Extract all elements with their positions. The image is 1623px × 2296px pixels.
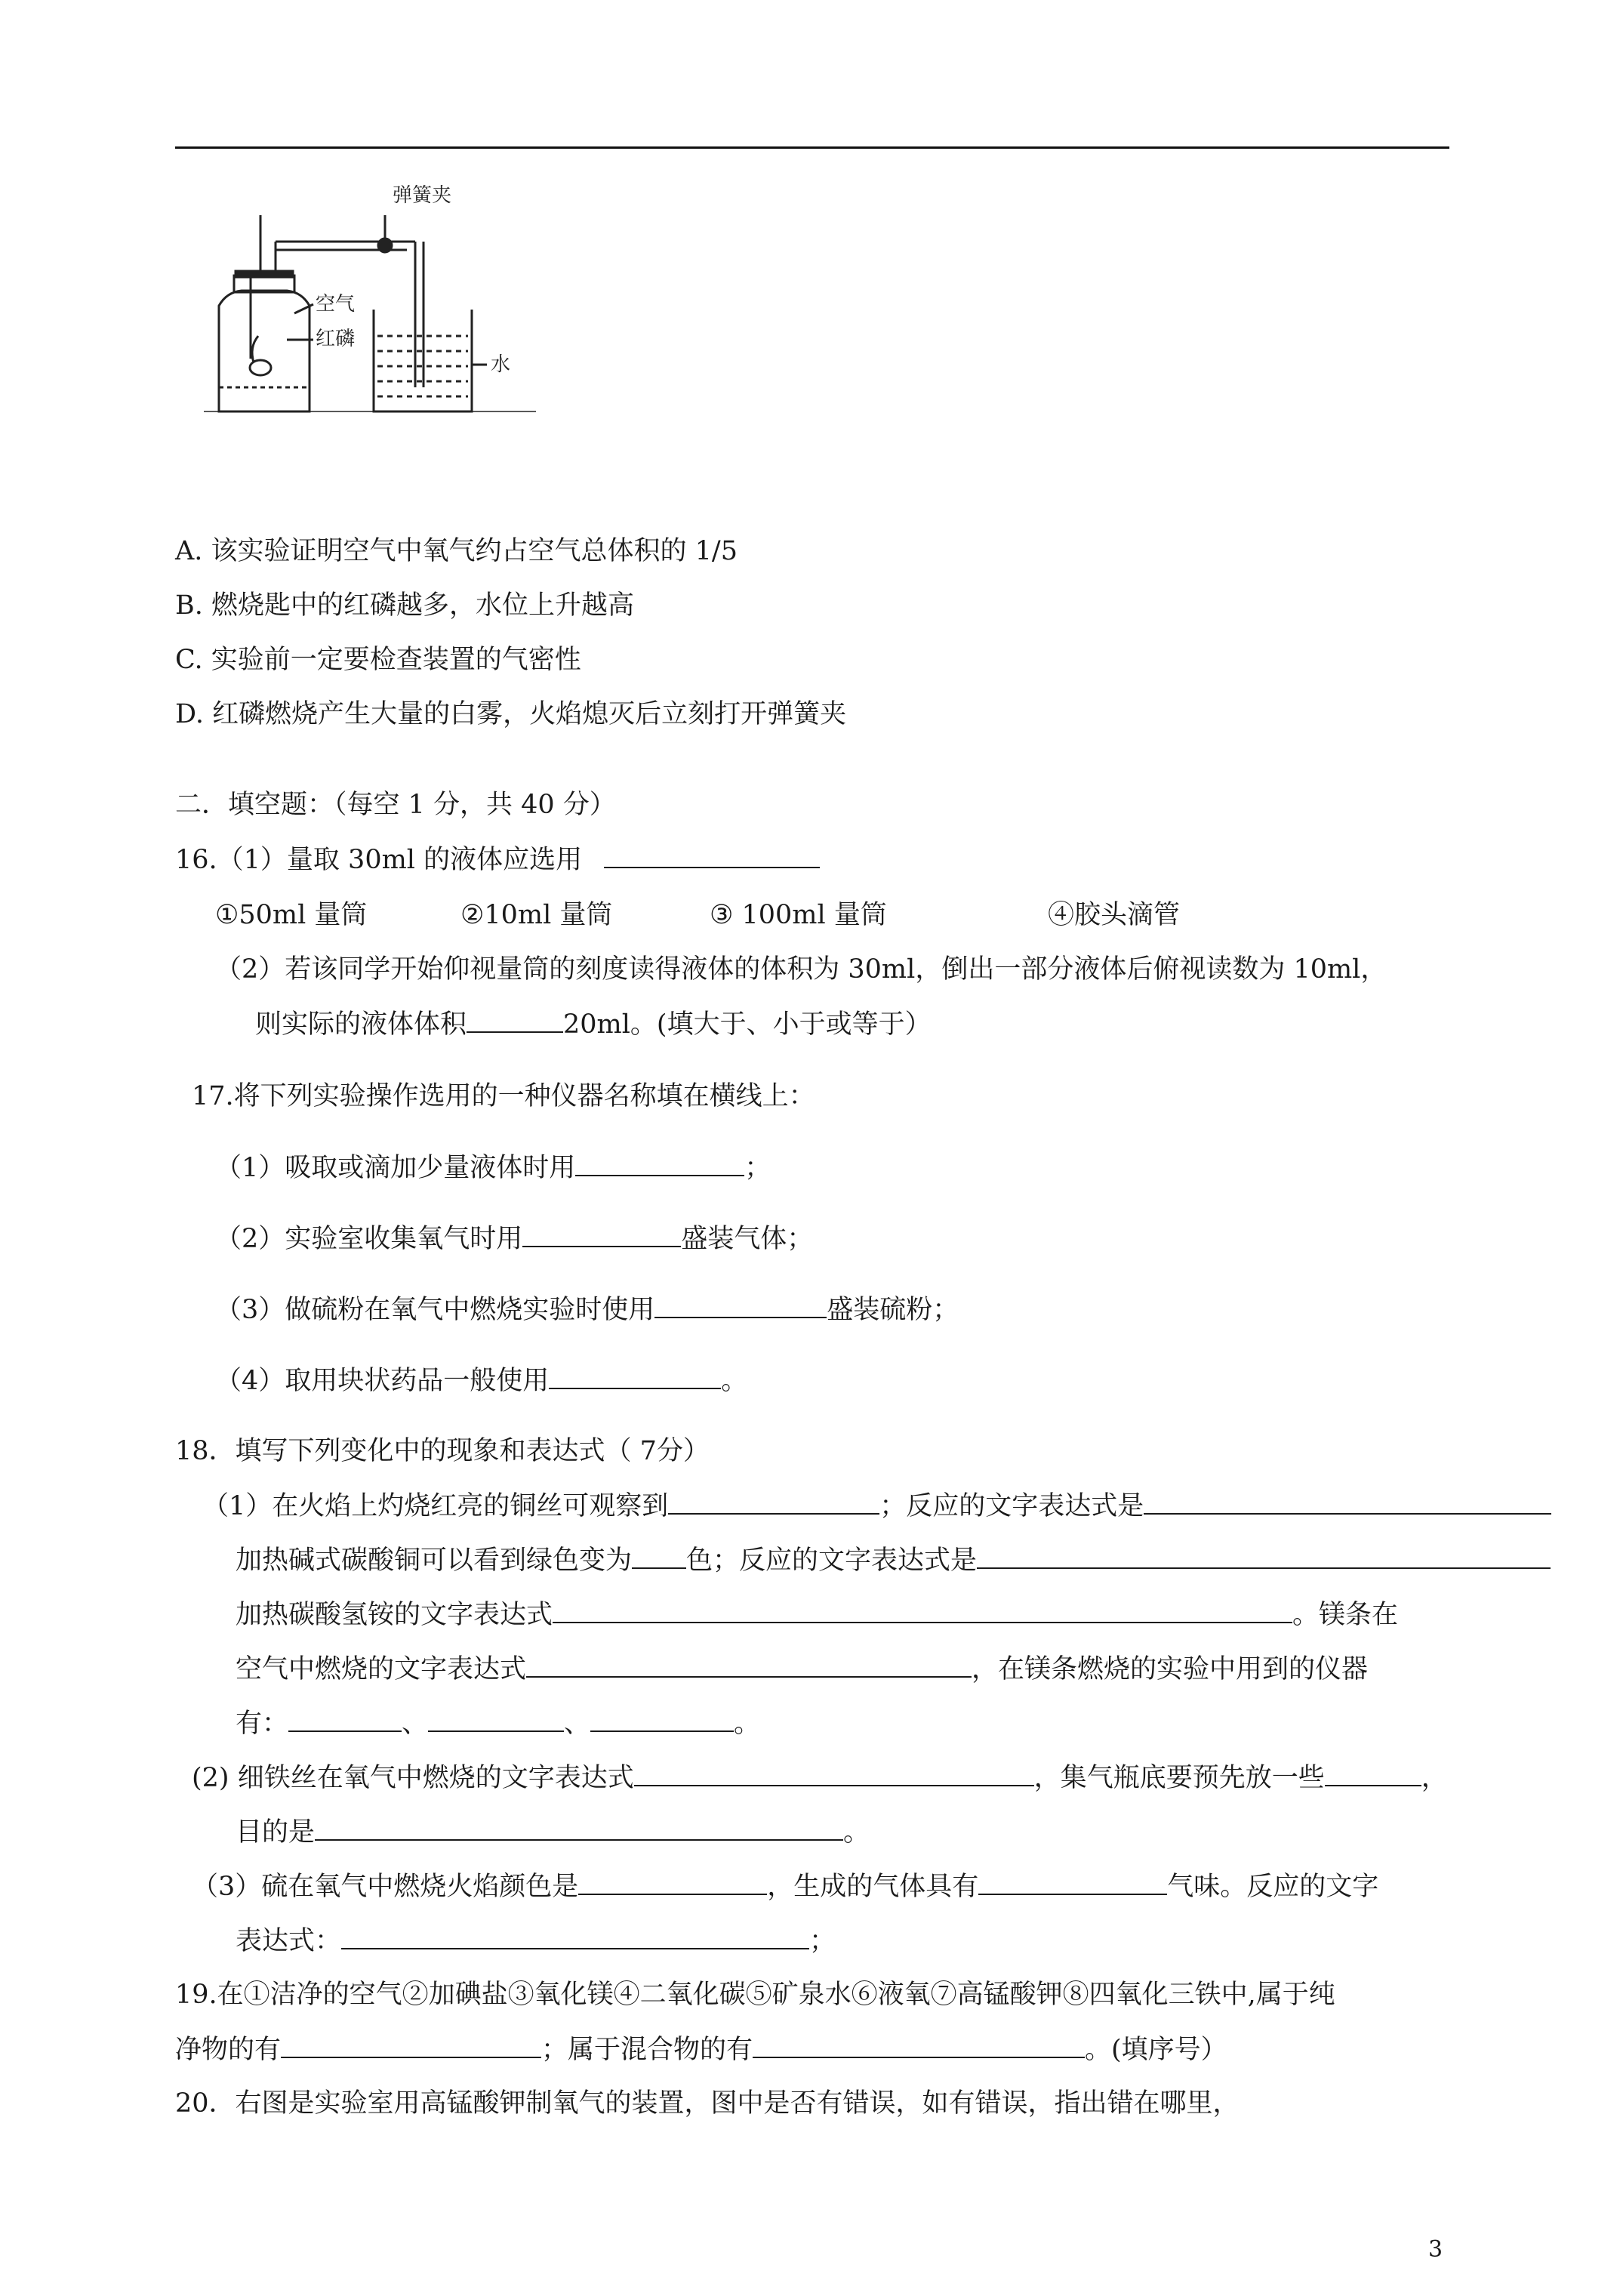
q18-text: ，集气瓶底要预先放一些: [1033, 1763, 1325, 1793]
answer-blank[interactable]: [575, 1151, 744, 1176]
option-c: C. 实验前一定要检查装置的气密性: [175, 645, 581, 675]
header-rule: [175, 146, 1449, 149]
q18-line3: [236, 1598, 1398, 1632]
q16-text: 则实际的液体体积: [255, 1009, 467, 1040]
section-title: 二．填空题：（每空 1 分，共 40 分）: [175, 790, 616, 820]
q18-text: 表达式：: [236, 1926, 342, 1956]
q18-text: 气味。反应的文字: [1167, 1872, 1379, 1902]
q18-text: (2) 细铁丝在氧气中燃烧的文字表达式: [192, 1763, 634, 1793]
answer-blank[interactable]: [590, 1706, 734, 1732]
answer-blank[interactable]: [428, 1706, 564, 1732]
q18-text: （1）在火焰上灼烧红亮的铜丝可观察到: [202, 1491, 669, 1521]
answer-blank[interactable]: [668, 1489, 879, 1515]
answer-blank[interactable]: [604, 843, 820, 868]
q18-line7: [236, 1815, 870, 1849]
q17-title: 17.将下列实验操作选用的一种仪器名称填在横线上：: [192, 1081, 815, 1111]
label-water: 水: [491, 353, 511, 376]
option-d: D. 红磷燃烧产生大量的白雾，火焰熄灭后立刻打开弹簧夹: [175, 699, 847, 729]
q18-text: ，: [1421, 1763, 1448, 1793]
answer-blank[interactable]: [753, 2032, 1085, 2058]
answer-blank[interactable]: [341, 1924, 809, 1949]
apparatus-figure: [189, 170, 536, 427]
q17-text: （4）取用块状药品一般使用: [215, 1366, 550, 1396]
q18-line8: [192, 1869, 1378, 1903]
q18-line1: [202, 1489, 1551, 1523]
q18-line4: [236, 1652, 1368, 1686]
answer-blank[interactable]: [654, 1293, 827, 1318]
q17-text: 盛装硫粉；: [827, 1295, 959, 1325]
q16-choice-2: ②10ml 量筒: [460, 900, 613, 930]
q17-text: （3）做硫粉在氧气中燃烧实验时使用: [215, 1295, 655, 1325]
answer-blank[interactable]: [288, 1706, 402, 1732]
q18-text: 有：: [236, 1709, 289, 1739]
q17-line2: [215, 1222, 813, 1256]
q17-line3: [215, 1293, 959, 1327]
q19-line2: [175, 2032, 1227, 2066]
answer-blank[interactable]: [549, 1364, 721, 1389]
q16-line2: （2）若该同学开始仰视量筒的刻度读得液体的体积为 30ml，倒出一部分液体后俯视读数为 10ml，: [215, 954, 1387, 985]
answer-blank[interactable]: [977, 1543, 1551, 1569]
q17-text: （1）吸取或滴加少量液体时用: [215, 1153, 576, 1183]
label-clamp: 弹簧夹: [393, 184, 452, 207]
answer-blank[interactable]: [1325, 1761, 1421, 1786]
q18-text: 。: [843, 1817, 870, 1848]
q18-text: 色；反应的文字表达式是: [686, 1546, 978, 1576]
q16-choice-3: ③ 100ml 量筒: [710, 900, 887, 930]
q17-text: 。: [721, 1366, 748, 1396]
q18-text: 。: [734, 1709, 761, 1739]
label-air: 空气: [316, 293, 356, 316]
q19-text: 净物的有: [175, 2035, 282, 2065]
q17-text: 盛装气体；: [681, 1224, 814, 1254]
answer-blank[interactable]: [467, 1007, 563, 1033]
answer-blank[interactable]: [281, 2032, 541, 2058]
q18-line9: [236, 1924, 836, 1958]
q16-line3: [255, 1007, 932, 1041]
q17-line4: [215, 1364, 747, 1398]
q19-text: ；属于混合物的有: [541, 2035, 753, 2065]
q18-text: （3）硫在氧气中燃烧火焰颜色是: [192, 1872, 579, 1902]
answer-blank[interactable]: [315, 1815, 843, 1841]
q18-line6: [192, 1761, 1448, 1795]
q18-text: 。镁条在: [1292, 1600, 1399, 1630]
page-number: 3: [1428, 2236, 1443, 2263]
q18-text: ；: [809, 1926, 836, 1956]
q18-line5: [236, 1706, 760, 1740]
answer-blank[interactable]: [1144, 1489, 1551, 1515]
q18-text: 目的是: [236, 1817, 316, 1848]
q18-text: 空气中燃烧的文字表达式: [236, 1654, 527, 1684]
q18-text: 加热碳酸氢铵的文字表达式: [236, 1600, 553, 1630]
answer-blank[interactable]: [978, 1869, 1167, 1895]
q18-text: ，在镁条燃烧的实验中用到的仪器: [972, 1654, 1369, 1684]
answer-blank[interactable]: [553, 1598, 1292, 1623]
q18-title: 18．填写下列变化中的现象和表达式（ 7分）: [175, 1436, 710, 1466]
q16-text: 20ml。(填大于、小于或等于）: [563, 1009, 932, 1040]
q18-line2: [236, 1543, 1551, 1577]
q19-text: 。(填序号）: [1085, 2035, 1227, 2065]
q19-line1: 19.在①洁净的空气②加碘盐③氧化镁④二氧化碳⑤矿泉水⑥液氧⑦高锰酸钾⑧四氧化三铁中,属于纯: [175, 1980, 1335, 2010]
answer-blank[interactable]: [634, 1761, 1034, 1786]
q17-line1: [215, 1151, 771, 1185]
option-b: B. 燃烧匙中的红磷越多，水位上升越高: [175, 590, 634, 621]
answer-blank[interactable]: [632, 1543, 686, 1569]
q18-text: ；反应的文字表达式是: [879, 1491, 1144, 1521]
answer-blank[interactable]: [522, 1222, 681, 1247]
label-phosphorus: 红磷: [316, 328, 356, 350]
answer-blank[interactable]: [578, 1869, 767, 1895]
q18-text: 、: [402, 1709, 429, 1739]
q18-text: ，生成的气体具有: [767, 1872, 979, 1902]
q18-text: 、: [564, 1709, 591, 1739]
answer-blank[interactable]: [526, 1652, 972, 1678]
q16-line1: [175, 843, 820, 877]
option-a: A. 该实验证明空气中氧气约占空气总体积的 1/5: [175, 536, 738, 566]
q16-choice-4: ④胶头滴管: [1048, 900, 1181, 930]
q16-choice-1: ①50ml 量筒: [215, 900, 368, 930]
q18-text: 加热碱式碳酸铜可以看到绿色变为: [236, 1546, 633, 1576]
q20-line1: 20．右图是实验室用高锰酸钾制氧气的装置，图中是否有错误，如有错误，指出错在哪里，: [175, 2088, 1240, 2119]
q17-text: ；: [744, 1153, 771, 1183]
q17-text: （2）实验室收集氧气时用: [215, 1224, 523, 1254]
q16-text: 16.（1）量取 30ml 的液体应选用: [175, 845, 583, 875]
